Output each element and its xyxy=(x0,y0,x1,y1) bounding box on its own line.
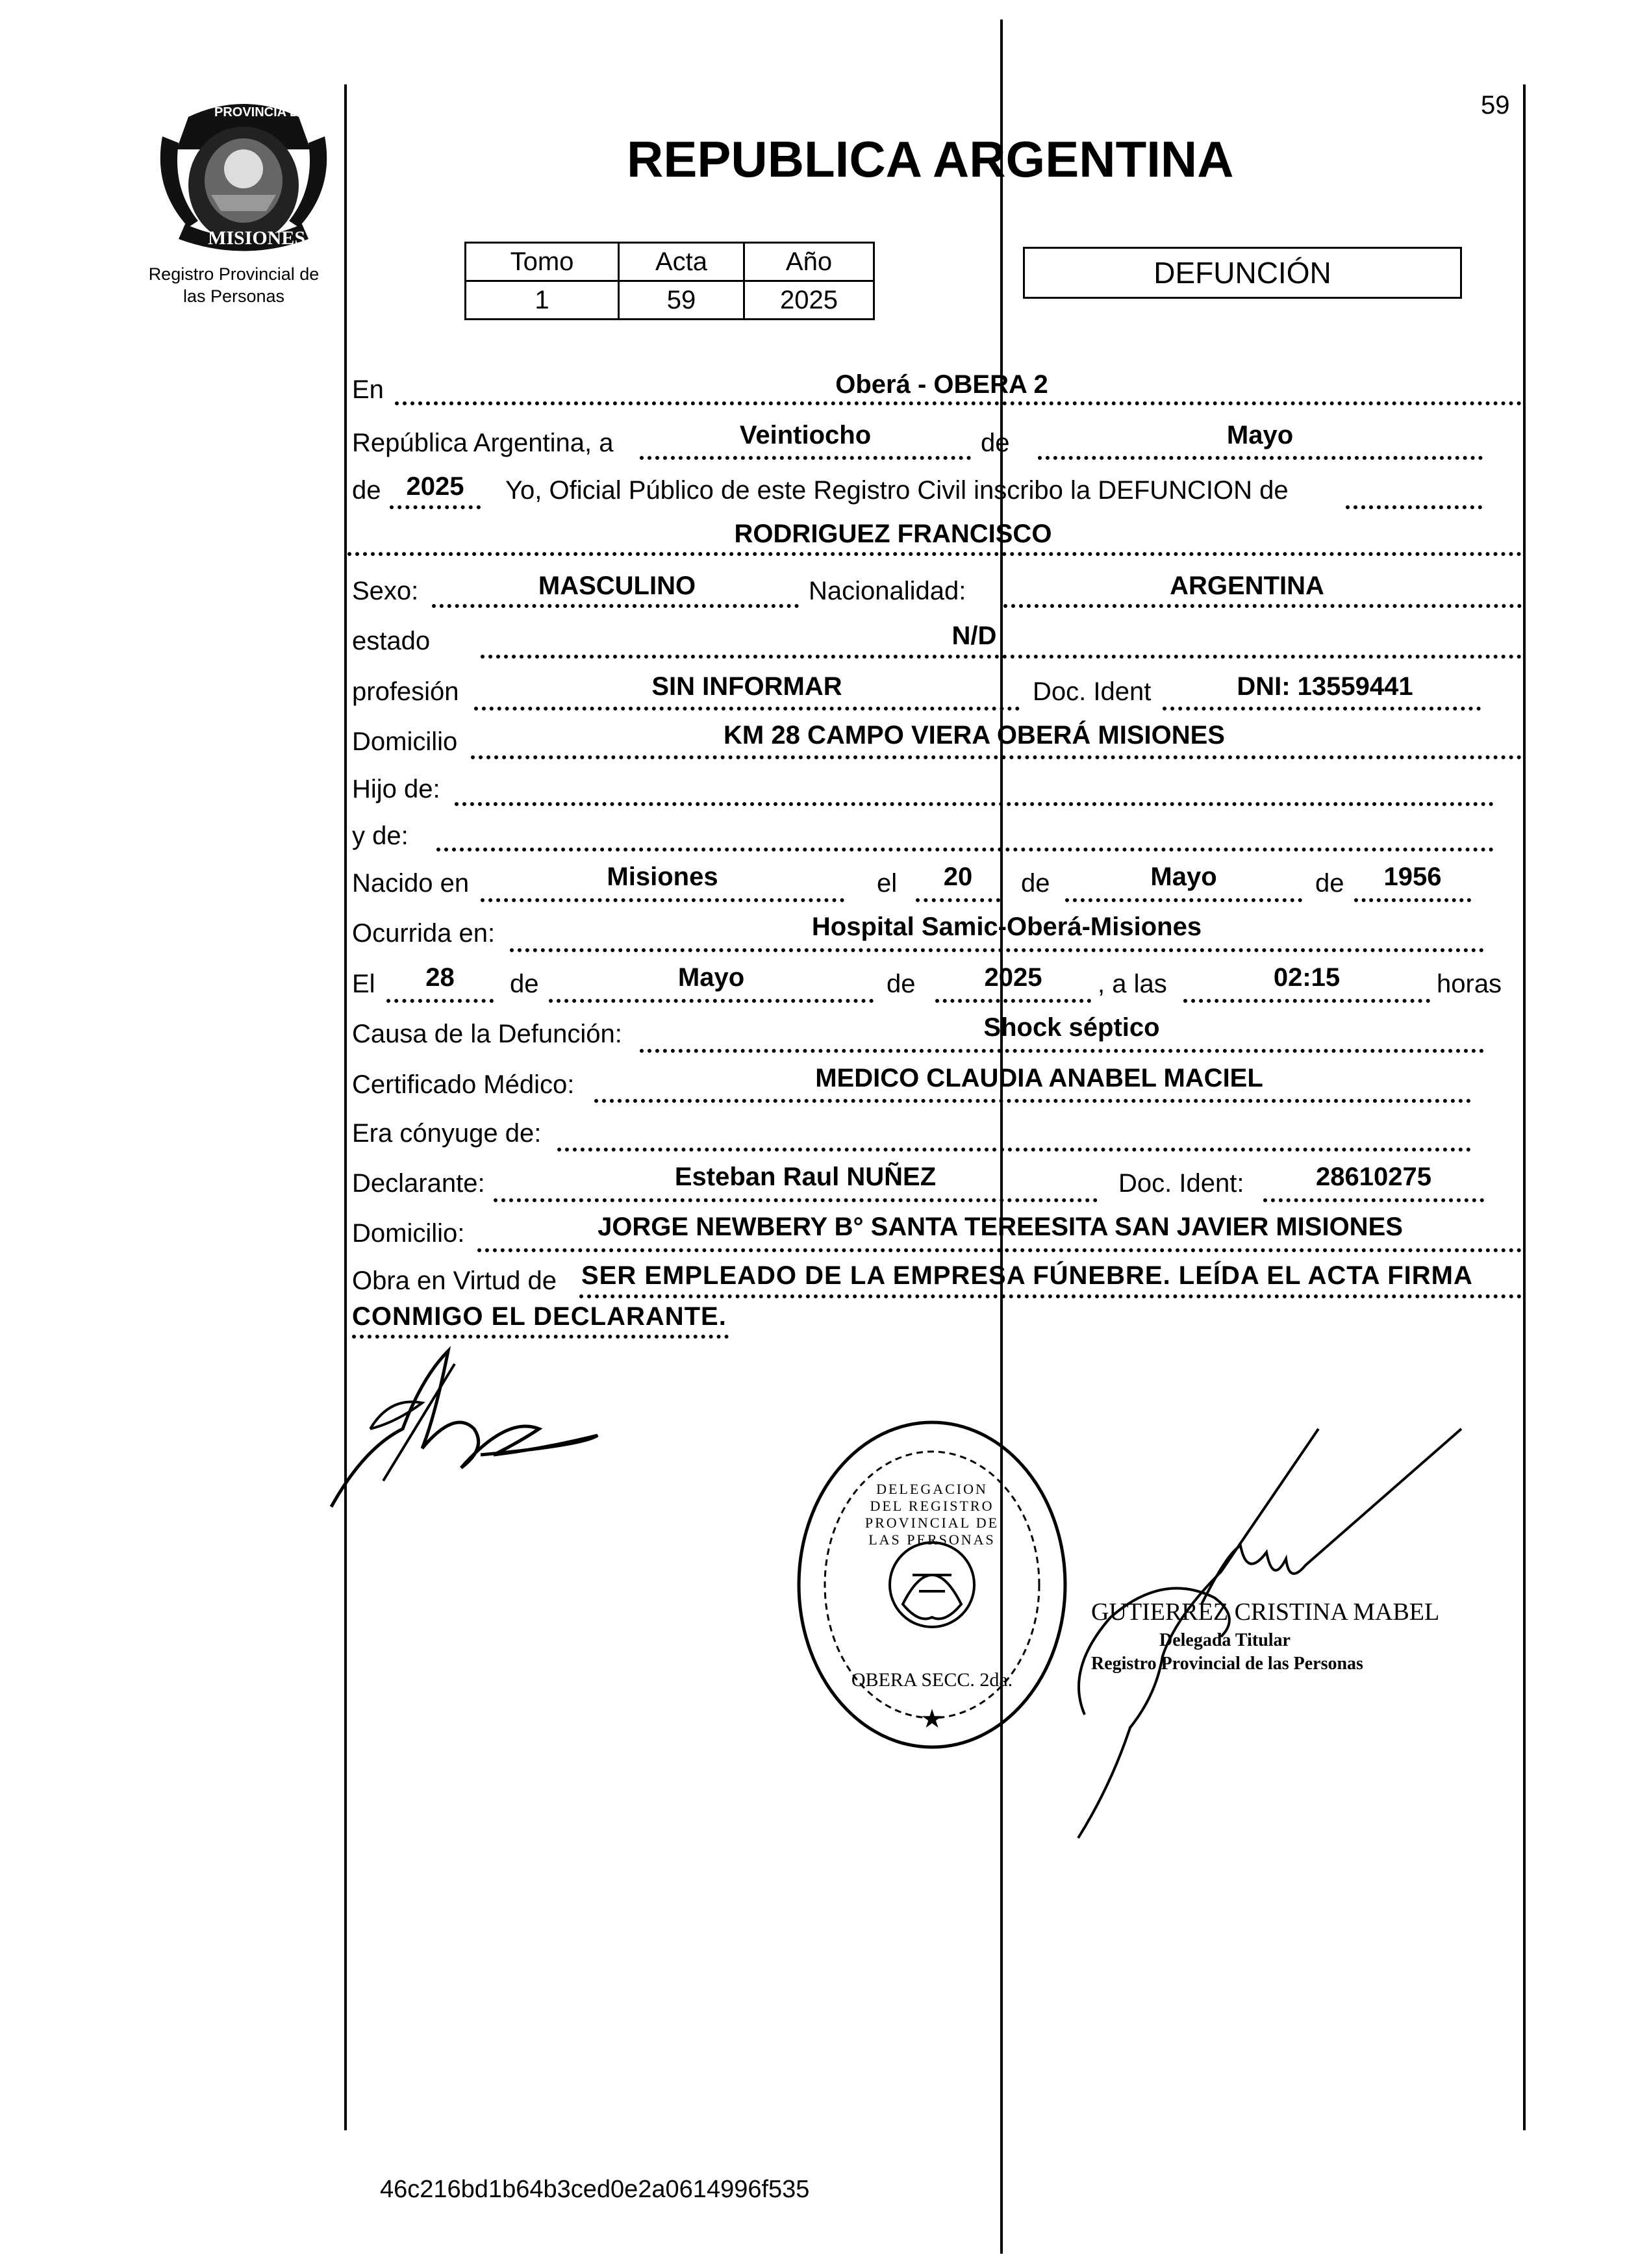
value-anio: 2025 xyxy=(744,281,874,320)
label-certificado: Certificado Médico: xyxy=(352,1070,575,1099)
label-nacido-en: Nacido en xyxy=(352,869,470,898)
document-hash: 46c216bd1b64b3ced0e2a0614996f535 xyxy=(380,2176,810,2203)
label-causa: Causa de la Defunción: xyxy=(352,1020,622,1048)
label-domicilio: Domicilio xyxy=(352,727,458,756)
dots-obra-1 xyxy=(579,1294,1522,1298)
dots-domicilio xyxy=(471,755,1522,759)
value-nacido-en: Misiones xyxy=(607,863,718,891)
label-conyuge: Era cónyuge de: xyxy=(352,1119,542,1148)
registry-line2: las Personas xyxy=(183,286,285,306)
svg-text:★: ★ xyxy=(920,1705,944,1733)
officer-stamp-text xyxy=(1091,1598,1440,1674)
label-doc-ident: Doc. Ident xyxy=(1033,677,1152,706)
value-profesion: SIN INFORMAR xyxy=(651,672,842,701)
value-domicilio: KM 28 CAMPO VIERA OBERÁ MISIONES xyxy=(724,721,1225,750)
official-stamp xyxy=(792,1416,1072,1754)
label-nacionalidad: Nacionalidad: xyxy=(809,577,966,605)
dots-nombre-start xyxy=(1346,505,1482,509)
dots-conyuge xyxy=(557,1148,1471,1152)
document-type-box xyxy=(1023,247,1462,299)
value-decl-doc: 28610275 xyxy=(1316,1163,1431,1191)
registry-line1: Registro Provincial de xyxy=(148,264,320,284)
label-de-1: de xyxy=(981,429,1010,457)
dots-nac-anio xyxy=(1354,898,1471,902)
label-decl-doc: Doc. Ident: xyxy=(1118,1169,1244,1198)
value-anio: 2025 xyxy=(406,472,464,501)
value-tomo: 1 xyxy=(466,281,619,320)
province-logo xyxy=(149,97,338,253)
label-de-nac-1: de xyxy=(1021,869,1050,898)
value-def-mes: Mayo xyxy=(677,963,745,992)
value-sexo: MASCULINO xyxy=(538,572,696,600)
dots-declarante xyxy=(494,1198,1098,1202)
value-causa: Shock séptico xyxy=(983,1013,1160,1042)
value-mes: Mayo xyxy=(1226,421,1294,449)
dots-nacionalidad xyxy=(1003,604,1522,608)
logo-top-text: PROVINCIA DE xyxy=(214,105,308,120)
dots-def-anio xyxy=(935,999,1091,1003)
label-en: En xyxy=(352,375,384,404)
label-de-def-2: de xyxy=(887,970,916,998)
officer-name: GUTIERREZ CRISTINA MABEL xyxy=(1091,1598,1440,1626)
value-def-dia: 28 xyxy=(425,963,455,992)
label-sexo: Sexo: xyxy=(352,577,419,605)
label-decl-domicilio: Domicilio: xyxy=(352,1219,465,1248)
header-anio: Año xyxy=(744,243,874,281)
value-estado: N/D xyxy=(951,622,997,650)
officer-role: Delegada Titular xyxy=(1159,1630,1291,1650)
stamp-bottom-text: OBERA SECC. 2da. xyxy=(851,1669,1013,1691)
dots-def-dia xyxy=(386,999,494,1003)
label-el-nac: el xyxy=(877,869,898,898)
label-de-nac-2: de xyxy=(1315,869,1344,898)
label-obra-en-virtud: Obra en Virtud de xyxy=(352,1266,557,1295)
value-nac-dia: 20 xyxy=(943,863,973,891)
value-nac-mes: Mayo xyxy=(1150,863,1217,891)
page-number: 59 xyxy=(1481,91,1510,120)
value-doc-ident: DNI: 13559441 xyxy=(1237,672,1413,701)
value-obra-line1: SER EMPLEADO DE LA EMPRESA FÚNEBRE. LEÍDA EL ACTA FIRMA xyxy=(581,1261,1473,1290)
dots-decl-doc xyxy=(1263,1198,1484,1202)
value-ocurrida-en: Hospital Samic-Oberá-Misiones xyxy=(811,913,1202,941)
dots-y-de xyxy=(436,848,1494,851)
label-de-2: de xyxy=(352,476,381,505)
dots-sexo xyxy=(432,604,799,608)
dots-nombre xyxy=(347,552,1522,556)
label-estado: estado xyxy=(352,627,431,655)
label-profesion: profesión xyxy=(352,677,459,706)
value-lugar: Oberá - OBERA 2 xyxy=(835,370,1048,399)
label-republica: República Argentina, a xyxy=(352,429,614,457)
value-nombre: RODRIGUEZ FRANCISCO xyxy=(734,520,1052,548)
dots-nac-mes xyxy=(1065,898,1302,902)
label-de-def-1: de xyxy=(510,970,539,998)
label-yo-oficial: Yo, Oficial Público de este Registro Civil inscribo la DEFUNCION de xyxy=(505,476,1289,505)
value-acta: 59 xyxy=(619,281,744,320)
dots-hijo-de xyxy=(455,802,1494,806)
document-type: DEFUNCIÓN xyxy=(1153,256,1331,290)
header-acta: Acta xyxy=(619,243,744,281)
dots-certificado xyxy=(594,1099,1471,1103)
label-y-de: y de: xyxy=(352,822,409,850)
label-el: El xyxy=(352,970,375,998)
label-a-las: , a las xyxy=(1098,970,1167,998)
dots-anio xyxy=(390,505,481,509)
value-nac-anio: 1956 xyxy=(1383,863,1442,891)
value-certificado: MEDICO CLAUDIA ANABEL MACIEL xyxy=(815,1064,1263,1092)
label-hijo-de: Hijo de: xyxy=(352,775,440,803)
label-declarante: Declarante: xyxy=(352,1169,485,1198)
dots-def-hora xyxy=(1183,999,1430,1003)
dots-causa xyxy=(640,1049,1484,1053)
label-ocurrida-en: Ocurrida en: xyxy=(352,919,496,948)
dots-doc-ident xyxy=(1163,707,1481,711)
value-dia-letras: Veintiocho xyxy=(739,421,872,449)
dots-def-mes xyxy=(549,999,874,1003)
value-obra-line2: CONMIGO EL DECLARANTE. xyxy=(352,1302,727,1331)
dots-profesion xyxy=(474,707,1020,711)
stamp-ring-text: DELEGACION DEL REGISTRO PROVINCIAL DE LAS PERSONAS xyxy=(864,1481,1000,1548)
logo-bottom-text: MISIONES xyxy=(208,227,306,249)
value-decl-domicilio: JORGE NEWBERY B° SANTA TEREESITA SAN JAVIER MISIONES xyxy=(598,1213,1403,1241)
dots-decl-domicilio xyxy=(477,1248,1522,1252)
left-margin-rule xyxy=(344,84,347,2130)
value-def-hora: 02:15 xyxy=(1273,963,1341,992)
registry-label xyxy=(123,263,344,307)
dots-estado xyxy=(481,655,1522,659)
value-declarante: Esteban Raul NUÑEZ xyxy=(674,1163,937,1191)
declarant-signature xyxy=(325,1338,611,1520)
label-horas: horas xyxy=(1437,970,1502,998)
record-table xyxy=(464,242,875,320)
header-tomo: Tomo xyxy=(466,243,619,281)
center-fold-line xyxy=(1000,19,1003,2254)
dots-dia xyxy=(640,456,971,460)
dots-lugar xyxy=(395,401,1522,405)
right-margin-rule xyxy=(1523,84,1526,2130)
page-title: REPUBLICA ARGENTINA xyxy=(627,131,1234,188)
officer-institution: Registro Provincial de las Personas xyxy=(1091,1654,1363,1674)
dots-mes xyxy=(1038,456,1483,460)
value-def-anio: 2025 xyxy=(984,963,1042,992)
dots-nac-dia xyxy=(916,898,1000,902)
value-nacionalidad: ARGENTINA xyxy=(1170,572,1324,600)
dots-nacido-en xyxy=(481,898,844,902)
dots-ocurrida-en xyxy=(510,948,1484,952)
